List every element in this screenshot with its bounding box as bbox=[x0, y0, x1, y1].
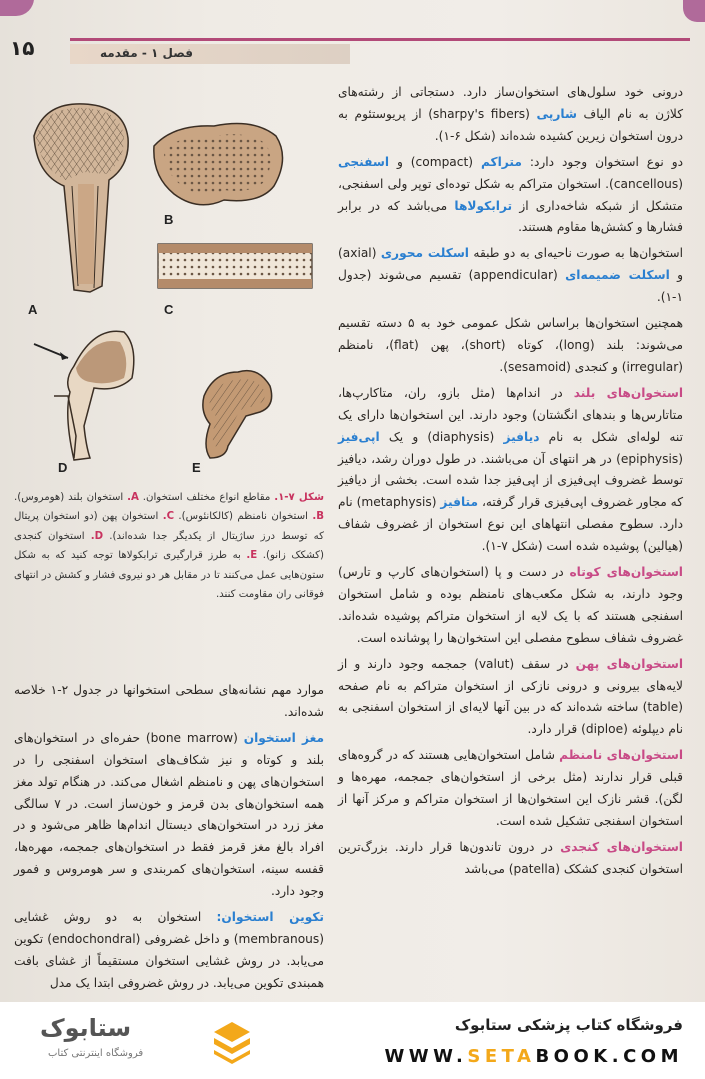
figure-label-b: B bbox=[164, 212, 174, 227]
flat-bone-parietal bbox=[158, 244, 312, 288]
paragraph: تکوین استخوان: استخوان به دو روش غشایی (membranous) و داخل غضروفی (endochondral) تکوین می‌یابد. در روش غشایی استخوان مستقیماً از غشای بافت همبندی تکوین می‌یابد. در روش غضروفی ابتدا یک مدل bbox=[14, 910, 324, 990]
paragraph: درونی خود سلول‌های استخوان‌ساز دارد. دستجاتی از رشته‌های کلاژن به نام الیاف شارپی (sharpy's fibers) از پریوستئوم به درون استخوان زیرین کشیده شده‌اند (شکل ۶-۱). bbox=[338, 85, 683, 143]
corner-tab bbox=[683, 0, 705, 22]
figure-label-c: C bbox=[164, 302, 174, 317]
figure-label-e: E bbox=[192, 460, 201, 475]
store-name: فروشگاه کتاب پزشکی ستابوک bbox=[454, 1016, 683, 1034]
paragraph: موارد مهم نشانه‌های سطحی استخوانها در جدول ۲-۱ خلاصه شده‌اند. bbox=[14, 683, 324, 719]
irregular-bone-calcaneus bbox=[154, 124, 283, 205]
paragraph: دو نوع استخوان وجود دارد: متراکم (compact) و اسفنجی (cancellous). استخوان متراکم به شکل توده‌ای توپر ولی اسفنجی، متشکل از شبکه شاخه‌داری از ترابکولاها می‌باشد که در برابر فشارها و کشش‌ها مقاوم هستند. bbox=[338, 154, 684, 235]
chapter-title: فصل ۱ - مقدمه bbox=[100, 46, 193, 60]
page-number: ۱۵ bbox=[10, 36, 35, 60]
corner-tab bbox=[0, 0, 34, 16]
store-footer-banner bbox=[0, 1002, 705, 1079]
figure-label-a: A bbox=[28, 302, 38, 317]
left-text-column bbox=[14, 680, 324, 999]
paragraph: استخوان‌ها به صورت ناحیه‌ای به دو طبقه اسکلت محوری (axial) و اسکلت ضمیمه‌ای (appendicular) تقسیم می‌شوند (جدول ۱-۱). bbox=[338, 246, 683, 305]
paragraph: استخوان‌های کنجدی در درون تاندون‌ها قرار دارند. بزرگ‌ترین استخوان کنجدی کشکک (patella) می‌باشد bbox=[338, 839, 683, 876]
paragraph: استخوان‌های پهن در سقف (valut) جمجمه وجود دارند و از لایه‌های بیرونی و درونی نازکی از استخوان متراکم به نام صفحه (table) ساخته شده‌اند که در بین آنها لایه‌ای از استخوان اسفنجی به نام دیپلوئه (diploe) قرار دارد. bbox=[338, 656, 684, 737]
paragraph: مغز استخوان (bone marrow) حفره‌ای در استخوان‌های بلند و کوتاه و نیز شکاف‌های استخوان اسفنجی را در استخوان‌های پهن و نامنظم اشغال می‌کند. در هنگام تولد مغز همه استخوان‌های بدن قرمز و خون‌ساز است. در ۷ سالگی مغز زرد در استخوان‌های دیستال اندام‌ها ظاهر می‌شود و در افراد بالغ مغز قرمز فقط در استخوان‌های جمجمه، مهره‌ها، قفسه سینه، استخوان‌های کمربندی و سر هومروس و فمور وجود دارد. bbox=[14, 730, 324, 899]
right-text-column bbox=[338, 82, 683, 885]
bone-figure bbox=[14, 96, 324, 486]
header-rule bbox=[70, 38, 690, 41]
paragraph: استخوان‌های نامنظم شامل استخوان‌هایی هستند که در گروه‌های قبلی قرار ندارند (مثل برخی از استخوان‌های جمجمه، مهره‌ها و لگن). قشر نازک این استخوان‌ها از استخوان متراکم و مرکز آنها از استخوان اسفنجی تشکیل شده است. bbox=[338, 748, 683, 828]
long-bone-humerus bbox=[34, 104, 128, 292]
paragraph: همچنین استخوان‌ها براساس شکل عمومی خود به ۵ دسته تقسیم می‌شوند: بلند (long)، کوتاه (short)، پهن (flat)، نامنظم (irregular) و کنجدی (sesamoid). bbox=[338, 316, 684, 374]
book-stack-logo-icon bbox=[212, 1020, 252, 1064]
paragraph: استخوان‌های بلند در اندام‌ها (مثل بازو، ران، متاکارپ‌ها، متاتارس‌ها و بندهای انگشتان) وجود دارند. این استخوان‌ها دارای یک تنه لوله‌ای شکل به نام دیافیز (diaphysis) و یک اپی‌فیز (epiphysis) در هر انتهای آن می‌باشند. در طول دوران رشد، دیافیز توسط غضروف اپی‌فیزی از اپی‌فیز جدا شده است. بخشی از دیافیز که مجاور غضروف اپی‌فیزی قرار گرفته، متافیز (metaphysis) نام دارد. سطوح مفصلی انتهاهای این نوع استخوان از غضروف شفاف (هیالین) پوشیده شده است (شکل ۷-۱). bbox=[338, 385, 683, 554]
store-logo-subtitle: فروشگاه اینترنتی کتاب bbox=[48, 1048, 144, 1059]
figure-label-d: D bbox=[58, 460, 68, 475]
paragraph: استخوان‌های کوتاه در دست و پا (استخوان‌های کارپ و تارس) وجود دارند، به شکل مکعب‌های نامنظم بوده و شامل استخوان اسفنجی هستند که با یک لایه از استخوان متراکم پوشیده شده‌اند. غضروف شفاف سطوح مفصلی این استخوان‌ها را پوشانده است. bbox=[338, 565, 683, 645]
sesamoid-bone-patella bbox=[34, 331, 134, 460]
figure-caption: شکل ۷-۱. مقاطع انواع مختلف استخوان. A. استخوان بلند (هومروس). B. استخوان نامنظم (کالکانئوس). C. استخوان پهن (دو استخوان پریتال که توسط درز ساژیتال از یکدیگر جدا شده‌اند). D. استخوان کنجدی (کشکک زانو). E. به طرز قرارگیری ترابکولاها توجه کنید که به شکل ستون‌هایی عمل می‌کنند تا در مقابل هر دو نیروی فشار و کشش در انتهای فوقانی ران مقاومت کنند. bbox=[14, 492, 324, 601]
store-logo-text: ستابوک bbox=[40, 1014, 132, 1042]
store-url[interactable]: WWW.SETABOOK.COM bbox=[384, 1046, 683, 1067]
femur-upper-end bbox=[203, 371, 272, 458]
bone-sections-illustration bbox=[14, 96, 324, 486]
